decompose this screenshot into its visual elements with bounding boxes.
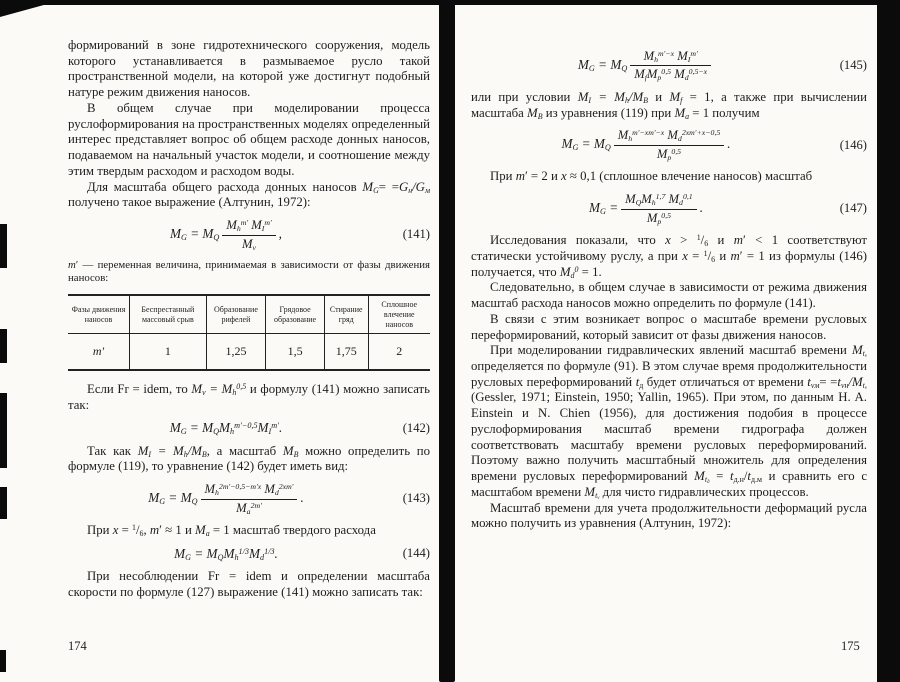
equation-body: $M_G = M_QM_h^{1/3}M_d^{1/3}$. (174, 545, 278, 562)
column-header: Образование рифелей (206, 295, 266, 333)
paragraph: При моделировании гидравлических явлений масштаб времени $M_{t_v}$ определяется по формуле (91). В этом случае время продолжительности русловых переформирований $t_д$ будет отличаться от времени $t_{vм}= =t_{vн}/M_{t_v}$ (Gessler, 1971; Einstein, 1950; Yallin, 1965). При этом, по данным H. A. Einstein и N. Chien (1956), для достижения подобия в процессе руслоформирования масштаб времени гидрографа должен соответствовать масштабу времени русловых переформирований. Поэтому важно получить масштабный множитель для определения времени русловых переформирований $M_{t_д} = t_{д.н}/t_{д.м}$ и сравнить его с масштабом времени $M_{t_v}$ для чисто гидравлических процессов. (471, 343, 867, 502)
left-page (68, 38, 430, 601)
equation-number: (147) (839, 201, 867, 216)
equation-number: (144) (402, 546, 430, 561)
equation-number: (143) (402, 491, 430, 506)
paragraph: формирований в зоне гидротехнического сооружения, модель которого устанавливается в размываемое русло такой пространственной модели, на которой уже достигнут подобный натуре режим движения наносов. (68, 38, 430, 100)
equation-body: $M_G = M_Q$ $\frac{M_h^{m'} M_I^{m'}}{M_v}$ , (170, 218, 282, 252)
table-row (68, 334, 430, 370)
equation-body: $M_G = M_Q$ $\frac{M_h^{2m'-0,5-m'x} M_d^{2xm'}}{M_a^{2m'}}$ . (148, 482, 304, 516)
table-cell: 1,25 (206, 334, 266, 370)
paragraph: Для масштаба общего расхода донных наносов $M_G= =G_н/G_м$ получено такое выражение (Алтунин, 1972): (68, 179, 430, 210)
equation-body: $M_G = M_Q$ $\frac{M_h^{m'-xm'-x} M_d^{2xm'+x-0,5}}{M_p^{0,5}}$ . (561, 128, 731, 162)
paragraph: При $x = ^1/_6$, m′ ≈ 1 и $M_a = 1$ масштаб твердого расхода (87, 523, 376, 539)
table-cell: 1 (130, 334, 207, 370)
page-number-left: 174 (68, 639, 87, 653)
film-edge-mark (0, 393, 7, 468)
right-page (471, 42, 867, 532)
paragraph: В связи с этим возникает вопрос о масштабе времени русловых переформирований, который зависит от фазы движения наносов. (471, 311, 867, 342)
paragraph: В общем случае при моделировании процесса руслоформирования на пространственных моделях определенный интерес представляет вопрос об общем расходе донных наносов, подаваемом на начальный участок модели, и соотношение между этим твердым расходом и расходом воды. (68, 100, 430, 178)
fraction: $\frac{M_h^{m'-x} M_I^{m'}}{M_fM_p^{0,5} M_d^{0,5-x}}$ (630, 49, 711, 83)
film-edge-right (877, 0, 900, 682)
equation-147 (471, 192, 867, 226)
page-gutter-shadow (439, 0, 455, 682)
paragraph: При m′ = 2 и x ≈ 0,1 (сплошное влечение наносов) масштаб (490, 169, 813, 184)
equation-142 (68, 420, 430, 436)
equation-body: $M_G = M_Q$ $\frac{M_h^{m'-x} M_I^{m'}}{M_fM_p^{0,5} M_d^{0,5-x}}$ (471, 49, 821, 83)
equation-141 (68, 218, 430, 252)
table-header-row (68, 295, 430, 333)
column-header: Фазы движения наносов (68, 295, 130, 333)
equation-146 (471, 128, 867, 162)
film-corner-mark (0, 0, 62, 17)
paragraph: При несоблюдении Fr = idem и определении масштаба скорости по формуле (127) выражение (141) можно записать так: (68, 569, 430, 599)
paragraph: Исследования показали, что $x > ^1/_6$ и m′ < 1 соответствуют статически устойчивому руслу, а при $x = ^1/_6$ и m′ = 1 из формулы (146) получается, что $M_d^0 = 1$. (471, 233, 867, 280)
sediment-phases-table (68, 294, 430, 371)
equation-number: (145) (839, 58, 867, 73)
fraction: $\frac{M_QM_h^{1,7} M_d^{0,1}}{M_p^{0,5}}$ (621, 192, 697, 226)
equation-number: (146) (839, 137, 867, 152)
paragraph: Так как $M_I = M_h/M_B$, а масштаб $M_B$ можно определить по формуле (119), то уравнение (142) будет иметь вид: (68, 443, 431, 474)
fraction: $\frac{M_h^{m'} M_I^{m'}}{M_v}$ (222, 218, 275, 252)
fraction: $\frac{M_h^{2m'-0,5-m'x} M_d^{2xm'}}{M_a^{2m'}}$ (201, 482, 298, 516)
paragraph: Если Fr = idem, то $M_v = M_h^{0,5}$ и формулу (141) можно записать так: (68, 381, 430, 412)
film-edge-mark (0, 650, 6, 672)
equation-body: $M_G = M_QM_h^{m'-0,5}M_I^{m'}$. (169, 420, 283, 437)
column-header: Беспрестанный массовый срыв (130, 295, 207, 333)
equation-144 (68, 546, 430, 562)
column-header: Грядовое образование (266, 295, 325, 333)
paragraph: или при условии $M_I = M_h/M_B$ и $M_f = 1$, а также при вычислении масштаба $M_B$ из уравнения (119) при $M_a = 1$ получим (471, 89, 867, 121)
film-edge-mark (0, 329, 7, 363)
equation-number: (141) (402, 227, 430, 242)
fraction: $\frac{M_h^{m'-xm'-x} M_d^{2xm'+x-0,5}}{M_p^{0,5}}$ (614, 128, 725, 162)
paragraph: Следовательно, в общем случае в зависимости от режима движения масштаб расхода наносов можно определить по формуле (141). (471, 280, 867, 311)
table-cell: 1,5 (266, 334, 325, 370)
equation-body: $M_G$ = $\frac{M_QM_h^{1,7} M_d^{0,1}}{M_p^{0,5}}$ . (589, 192, 703, 226)
equation-145 (471, 49, 867, 83)
footnote: m′ — переменная величина, принимаемая в зависимости от фазы движения наносов: (68, 259, 430, 285)
equation-number: (142) (402, 420, 430, 435)
table-cell: m′ (92, 344, 105, 359)
column-header: Сплошное влечение наносов (368, 295, 430, 333)
film-edge-mark (0, 487, 7, 519)
equation-143 (68, 482, 430, 516)
paragraph: Масштаб времени для учета продолжительности деформаций русла можно получить из уравнения (Алтунин, 1972): (471, 500, 867, 531)
table-cell: 2 (368, 334, 430, 370)
column-header: Стирание гряд (324, 295, 368, 333)
table-cell: 1,75 (324, 334, 368, 370)
film-edge-mark (0, 224, 7, 268)
page-number-right: 175 (841, 639, 860, 653)
